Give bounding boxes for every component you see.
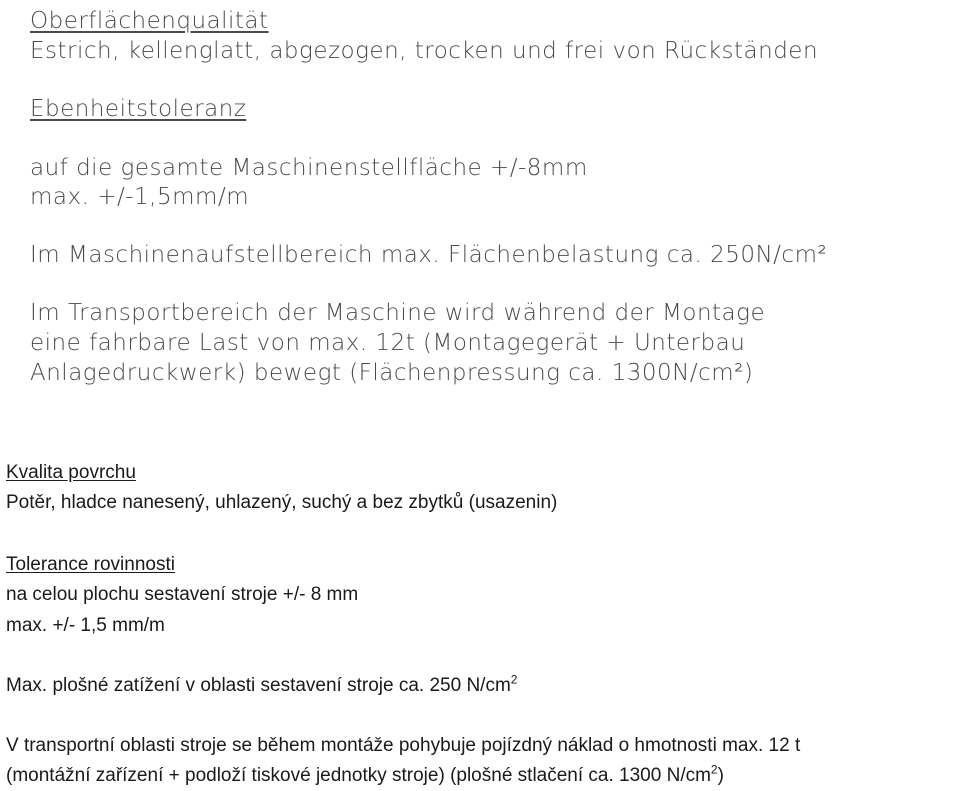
german-load-text: Im Maschinenaufstellbereich max. Flächenbelastung ca. 250N/cm² — [30, 242, 828, 268]
czech-load-text: Max. plošné zatížení v oblasti sestavení stroje ca. 250 N/cm — [6, 675, 511, 696]
german-tolerance-line2: max. +/-1,5mm/m — [30, 184, 250, 210]
czech-heading-quality: Kvalita povrchu — [6, 462, 136, 483]
czech-transport-line2-end: ) — [717, 765, 724, 786]
czech-load-superscript: 2 — [510, 672, 518, 687]
czech-load-line — [6, 673, 517, 699]
czech-quality-text: Potěr, hladce nanesený, uhlazený, suchý a bez zbytků (usazenin) — [6, 492, 558, 513]
german-quality-text: Estrich, kellenglatt, abgezogen, trocken und frei von Rückständen — [30, 38, 819, 64]
german-transport-line2: eine fahrbare Last von max. 12t (Montagegerät + Unterbau — [30, 330, 746, 356]
czech-heading-tolerance: Tolerance rovinnosti — [6, 554, 175, 575]
czech-transport-line1: V transportní oblasti stroje se během montáže pohybuje pojízdný náklad o hmotnosti max. 12 t — [6, 735, 801, 756]
german-tolerance-line1: auf die gesamte Maschinenstellfläche +/-8mm — [30, 155, 588, 181]
german-heading-tolerance: Ebenheitstoleranz — [30, 96, 247, 122]
czech-transport-line2 — [6, 763, 724, 789]
german-heading-quality: Oberflächenqualität — [30, 8, 269, 34]
czech-tolerance-line2: max. +/- 1,5 mm/m — [6, 615, 165, 636]
czech-transport-line2-text: (montážní zařízení + podloží tiskové jednotky stroje) (plošné stlačení ca. 1300 N/cm — [6, 765, 711, 786]
czech-transport-superscript: 2 — [710, 762, 718, 777]
german-transport-line1: Im Transportbereich der Maschine wird während der Montage — [30, 300, 766, 326]
german-transport-line3: Anlagedruckwerk) bewegt (Flächenpressung ca. 1300N/cm²) — [30, 360, 754, 386]
czech-tolerance-line1: na celou plochu sestavení stroje +/- 8 mm — [6, 584, 359, 605]
